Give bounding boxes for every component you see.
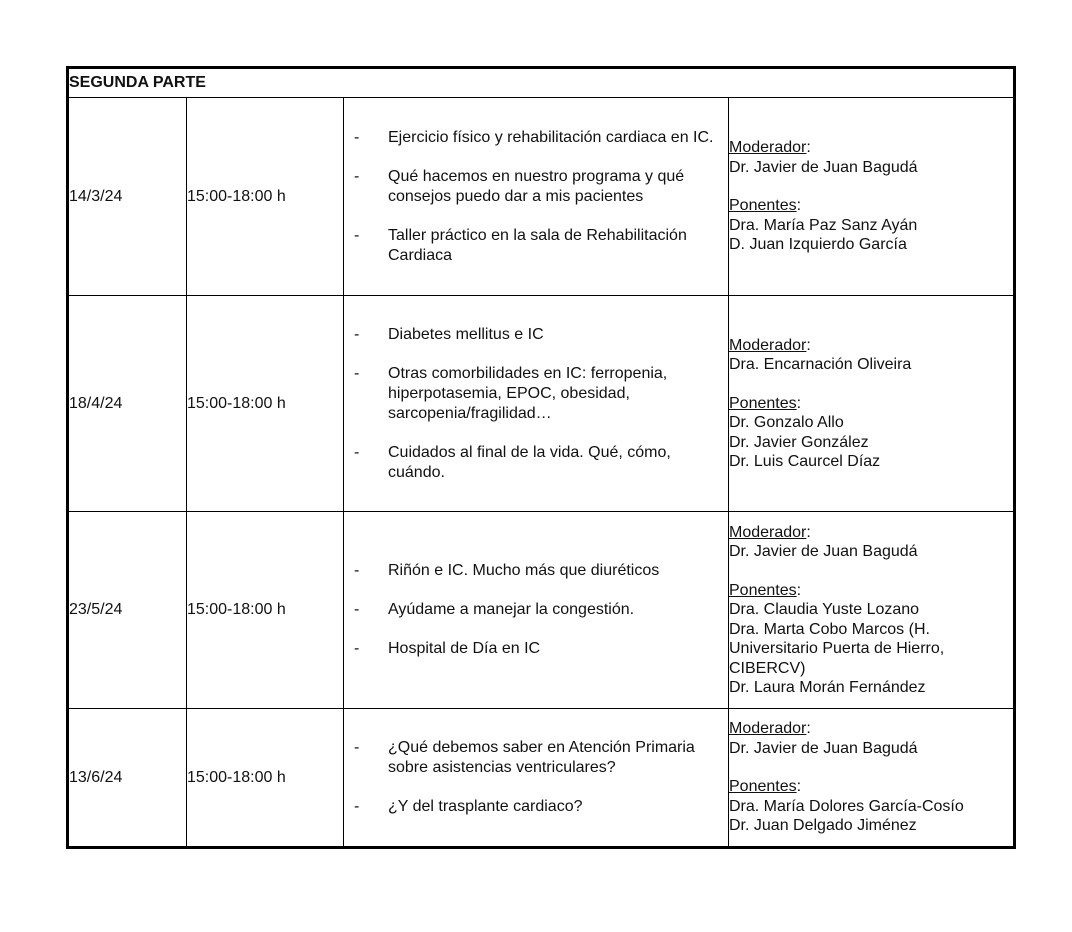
session-row <box>68 98 1015 296</box>
session-topics <box>344 98 729 296</box>
speaker-name: Dra. María Dolores García-Cosío <box>729 797 964 815</box>
moderator-label: Moderador: <box>729 720 811 738</box>
moderator-label-text: Moderador <box>729 523 807 541</box>
topic-text: ¿Qué debemos saber en Atención Primaria sobre asistencias ventriculares? <box>388 739 695 776</box>
topic-item <box>344 797 728 817</box>
session-people <box>729 512 1015 709</box>
session-topics <box>344 512 729 709</box>
session-time: 15:00-18:00 h <box>187 512 344 709</box>
speaker-name: Dr. Luis Caurcel Díaz <box>729 453 881 470</box>
speakers-label-text: Ponentes <box>729 581 797 599</box>
topic-item <box>344 561 728 581</box>
topic-item <box>344 128 728 148</box>
topic-item <box>344 639 728 659</box>
dash-bullet: - <box>354 443 360 461</box>
session-topics <box>344 296 729 512</box>
moderator-label: Moderador: <box>729 523 811 541</box>
topic-item <box>344 443 728 483</box>
session-people <box>729 296 1015 512</box>
topic-item <box>344 738 728 778</box>
section-title: SEGUNDA PARTE <box>68 68 1015 98</box>
dash-bullet: - <box>354 226 360 244</box>
topic-text: Riñón e IC. Mucho más que diuréticos <box>388 562 660 579</box>
topic-item <box>344 600 728 620</box>
speaker-name: Dr. Gonzalo Allo <box>729 414 844 431</box>
speaker-name: Dra. Marta Cobo Marcos (H. Universitario Puerta de Hierro, CIBERCV) <box>729 620 945 677</box>
topic-item <box>344 364 728 424</box>
speaker-name: Dra. Claudia Yuste Lozano <box>729 601 920 618</box>
dash-bullet: - <box>354 601 360 618</box>
topic-item <box>344 325 728 345</box>
topic-text: Otras comorbilidades en IC: ferropenia, hiperpotasemia, EPOC, obesidad, sarcopenia/fragilidad… <box>388 364 668 422</box>
speakers-label: Ponentes: <box>729 394 802 412</box>
moderator-label-text: Moderador <box>729 336 807 354</box>
dash-bullet: - <box>354 562 360 579</box>
dash-bullet: - <box>354 364 360 382</box>
topic-text: Ejercicio físico y rehabilitación cardiaca en IC. <box>388 128 714 146</box>
topic-item <box>344 226 728 266</box>
speakers-label: Ponentes: <box>729 581 802 599</box>
topic-text: Diabetes mellitus e IC <box>388 325 544 343</box>
topic-text: ¿Y del trasplante cardiaco? <box>388 798 583 815</box>
session-people <box>729 98 1015 296</box>
section-header-row <box>68 68 1015 98</box>
speaker-name: Dr. Javier González <box>729 433 869 451</box>
session-row <box>68 709 1015 848</box>
topic-item <box>344 167 728 207</box>
dash-bullet: - <box>354 325 360 343</box>
speaker-name: D. Juan Izquierdo García <box>729 236 907 254</box>
speaker-name: Dra. María Paz Sanz Ayán <box>729 216 918 234</box>
speakers-label-text: Ponentes <box>729 197 797 215</box>
moderator-name: Dr. Javier de Juan Bagudá <box>729 739 918 757</box>
session-time: 15:00-18:00 h <box>187 296 344 512</box>
session-time: 15:00-18:00 h <box>187 98 344 296</box>
dash-bullet: - <box>354 167 360 185</box>
session-date: 13/6/24 <box>68 709 187 848</box>
session-row <box>68 512 1015 709</box>
schedule-table <box>66 66 1016 849</box>
topic-text: Qué hacemos en nuestro programa y qué consejos puedo dar a mis pacientes <box>388 167 685 205</box>
speaker-name: Dr. Juan Delgado Jiménez <box>729 817 917 835</box>
moderator-name: Dra. Encarnación Oliveira <box>729 356 912 373</box>
topic-text: Taller práctico en la sala de Rehabilitación Cardiaca <box>388 226 687 264</box>
dash-bullet: - <box>354 128 360 146</box>
dash-bullet: - <box>354 798 360 815</box>
moderator-name: Dr. Javier de Juan Bagudá <box>729 158 918 176</box>
moderator-label: Moderador: <box>729 139 811 157</box>
dash-bullet: - <box>354 640 360 657</box>
moderator-label: Moderador: <box>729 336 811 354</box>
session-time: 15:00-18:00 h <box>187 709 344 848</box>
moderator-name: Dr. Javier de Juan Bagudá <box>729 543 918 560</box>
session-date: 14/3/24 <box>68 98 187 296</box>
session-date: 23/5/24 <box>68 512 187 709</box>
speakers-label-text: Ponentes <box>729 394 797 412</box>
topic-text: Cuidados al final de la vida. Qué, cómo, cuándo. <box>388 443 671 481</box>
dash-bullet: - <box>354 739 360 756</box>
session-topics <box>344 709 729 848</box>
topic-text: Ayúdame a manejar la congestión. <box>388 601 635 618</box>
speaker-name: Dr. Laura Morán Fernández <box>729 679 926 696</box>
topic-text: Hospital de Día en IC <box>388 640 541 657</box>
moderator-label-text: Moderador <box>729 720 807 738</box>
speakers-label: Ponentes: <box>729 778 802 796</box>
speakers-label-text: Ponentes <box>729 778 797 796</box>
moderator-label-text: Moderador <box>729 139 807 157</box>
speakers-label: Ponentes: <box>729 197 802 215</box>
session-people <box>729 709 1015 848</box>
session-date: 18/4/24 <box>68 296 187 512</box>
session-row <box>68 296 1015 512</box>
